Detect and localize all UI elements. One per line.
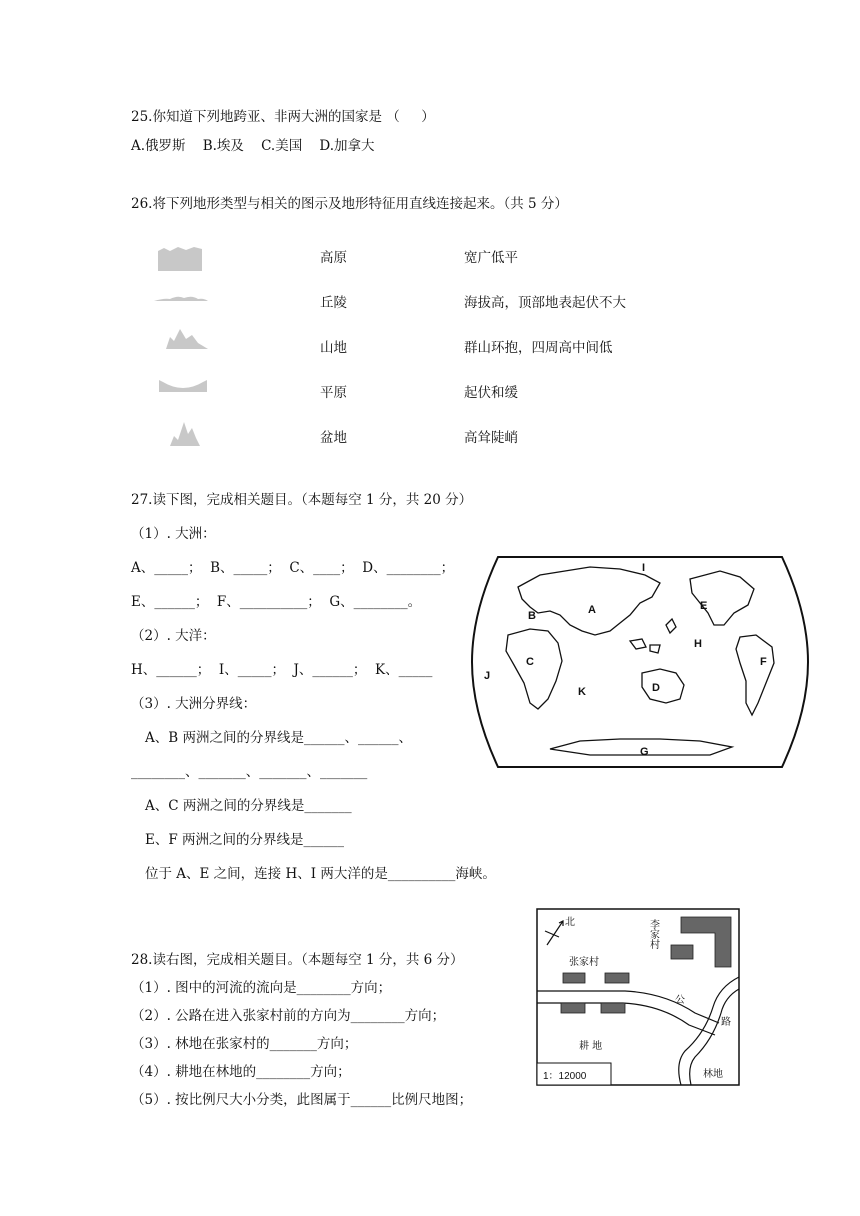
q27-part1-title: （1）. 大洲： [131,526,216,542]
map-label-B: B [528,610,536,622]
peak-profile-icon [166,418,210,448]
q27-part1-line2: E、______； F、__________； G、________。 [131,594,422,610]
landform-feature-1: 宽广低平 [464,250,518,266]
q27-part2-title: （2）. 大洋： [131,628,216,644]
q28-item-4: （4）. 耕地在林地的________方向； [131,1064,351,1080]
landform-type-3: 山地 [320,340,347,356]
world-map [470,553,810,771]
landform-feature-2: 海拔高，顶部地表起伏不大 [464,295,626,311]
landform-feature-4: 起伏和缓 [464,385,518,401]
map-label-F: F [760,656,767,668]
village-map [535,907,741,1087]
q28-item-3: （3）. 林地在张家村的_______方向； [131,1036,358,1052]
farmland-label: 耕 地 [579,1041,603,1052]
map-label-H: H [694,638,702,650]
q28-item-1: （1）. 图中的河流的流向是________方向； [131,980,392,996]
landform-type-1: 高原 [320,250,347,266]
map-label-K: K [578,686,586,698]
zhang-village-house-2 [605,973,629,983]
q27-stem: 27.读下图，完成相关题目。（本题每空 1 分，共 20 分） [131,492,473,508]
scale-label: 1：12000 [543,1071,587,1082]
q27-part3-line5: 位于 A、E 之间，连接 H、I 两大洋的是__________海峡。 [145,866,496,882]
zhang-village-house-4 [601,1003,625,1013]
landform-feature-3: 群山环抱，四周高中间低 [464,340,613,356]
basin-profile-icon [155,378,211,394]
road-label-1: 公 [675,995,685,1006]
landform-type-5: 盆地 [320,430,347,446]
q27-part3-line3: A、C 两洲之间的分界线是_______ [145,798,352,814]
landform-type-2: 丘陵 [320,295,347,311]
q27-part3-line2: ________、_______、_______、_______ [131,764,368,780]
zhang-village-house-1 [563,973,585,983]
q25-options: A.俄罗斯 B.埃及 C.美国 D.加拿大 [131,138,375,154]
village-map-frame [537,909,739,1085]
zhang-village-label: 张家村 [569,957,599,968]
forest-label: 林地 [703,1069,723,1080]
map-label-D: D [652,682,660,694]
q27-part3-line4: E、F 两洲之间的分界线是______ [145,832,345,848]
q27-part2-line1: H、______； I、_____； J、______； K、_____ [131,662,433,678]
q28-item-2: （2）. 公路在进入张家村前的方向为________方向； [131,1008,446,1024]
map-label-C: C [526,656,534,668]
q25-stem: 25.你知道下列地跨亚、非两大洲的国家是 （ ） [131,109,435,125]
map-label-J: J [484,670,491,682]
north-label: 北 [565,917,575,928]
landform-type-4: 平原 [320,385,347,401]
q26-stem: 26.将下列地形类型与相关的图示及地形特征用直线连接起来。（共 5 分） [131,196,568,212]
road-label-2: 路 [721,1017,731,1028]
q27-part3-title: （3）. 大洲分界线： [131,696,257,712]
map-label-A: A [588,604,596,616]
plateau-profile-icon [150,243,210,273]
q28-item-5: （5）. 按比例尺大小分类，此图属于______比例尺地图； [131,1092,473,1108]
li-village-label: 李家村 [647,919,659,949]
q27-part3-line1: A、B 两洲之间的分界线是______、______、 [145,730,412,746]
map-label-G: G [640,746,649,758]
landform-feature-5: 高耸陡峭 [464,430,518,446]
hill-profile-icon [150,289,210,305]
q27-part1-line1: A、_____； B、_____； C、____； D、________； [131,560,455,576]
q28-stem: 28.读右图，完成相关题目。（本题每空 1 分，共 6 分） [131,952,464,968]
map-label-E: E [700,600,708,612]
mountain-profile-icon [160,325,212,351]
zhang-village-house-3 [561,1003,585,1013]
map-label-I: I [642,562,646,574]
